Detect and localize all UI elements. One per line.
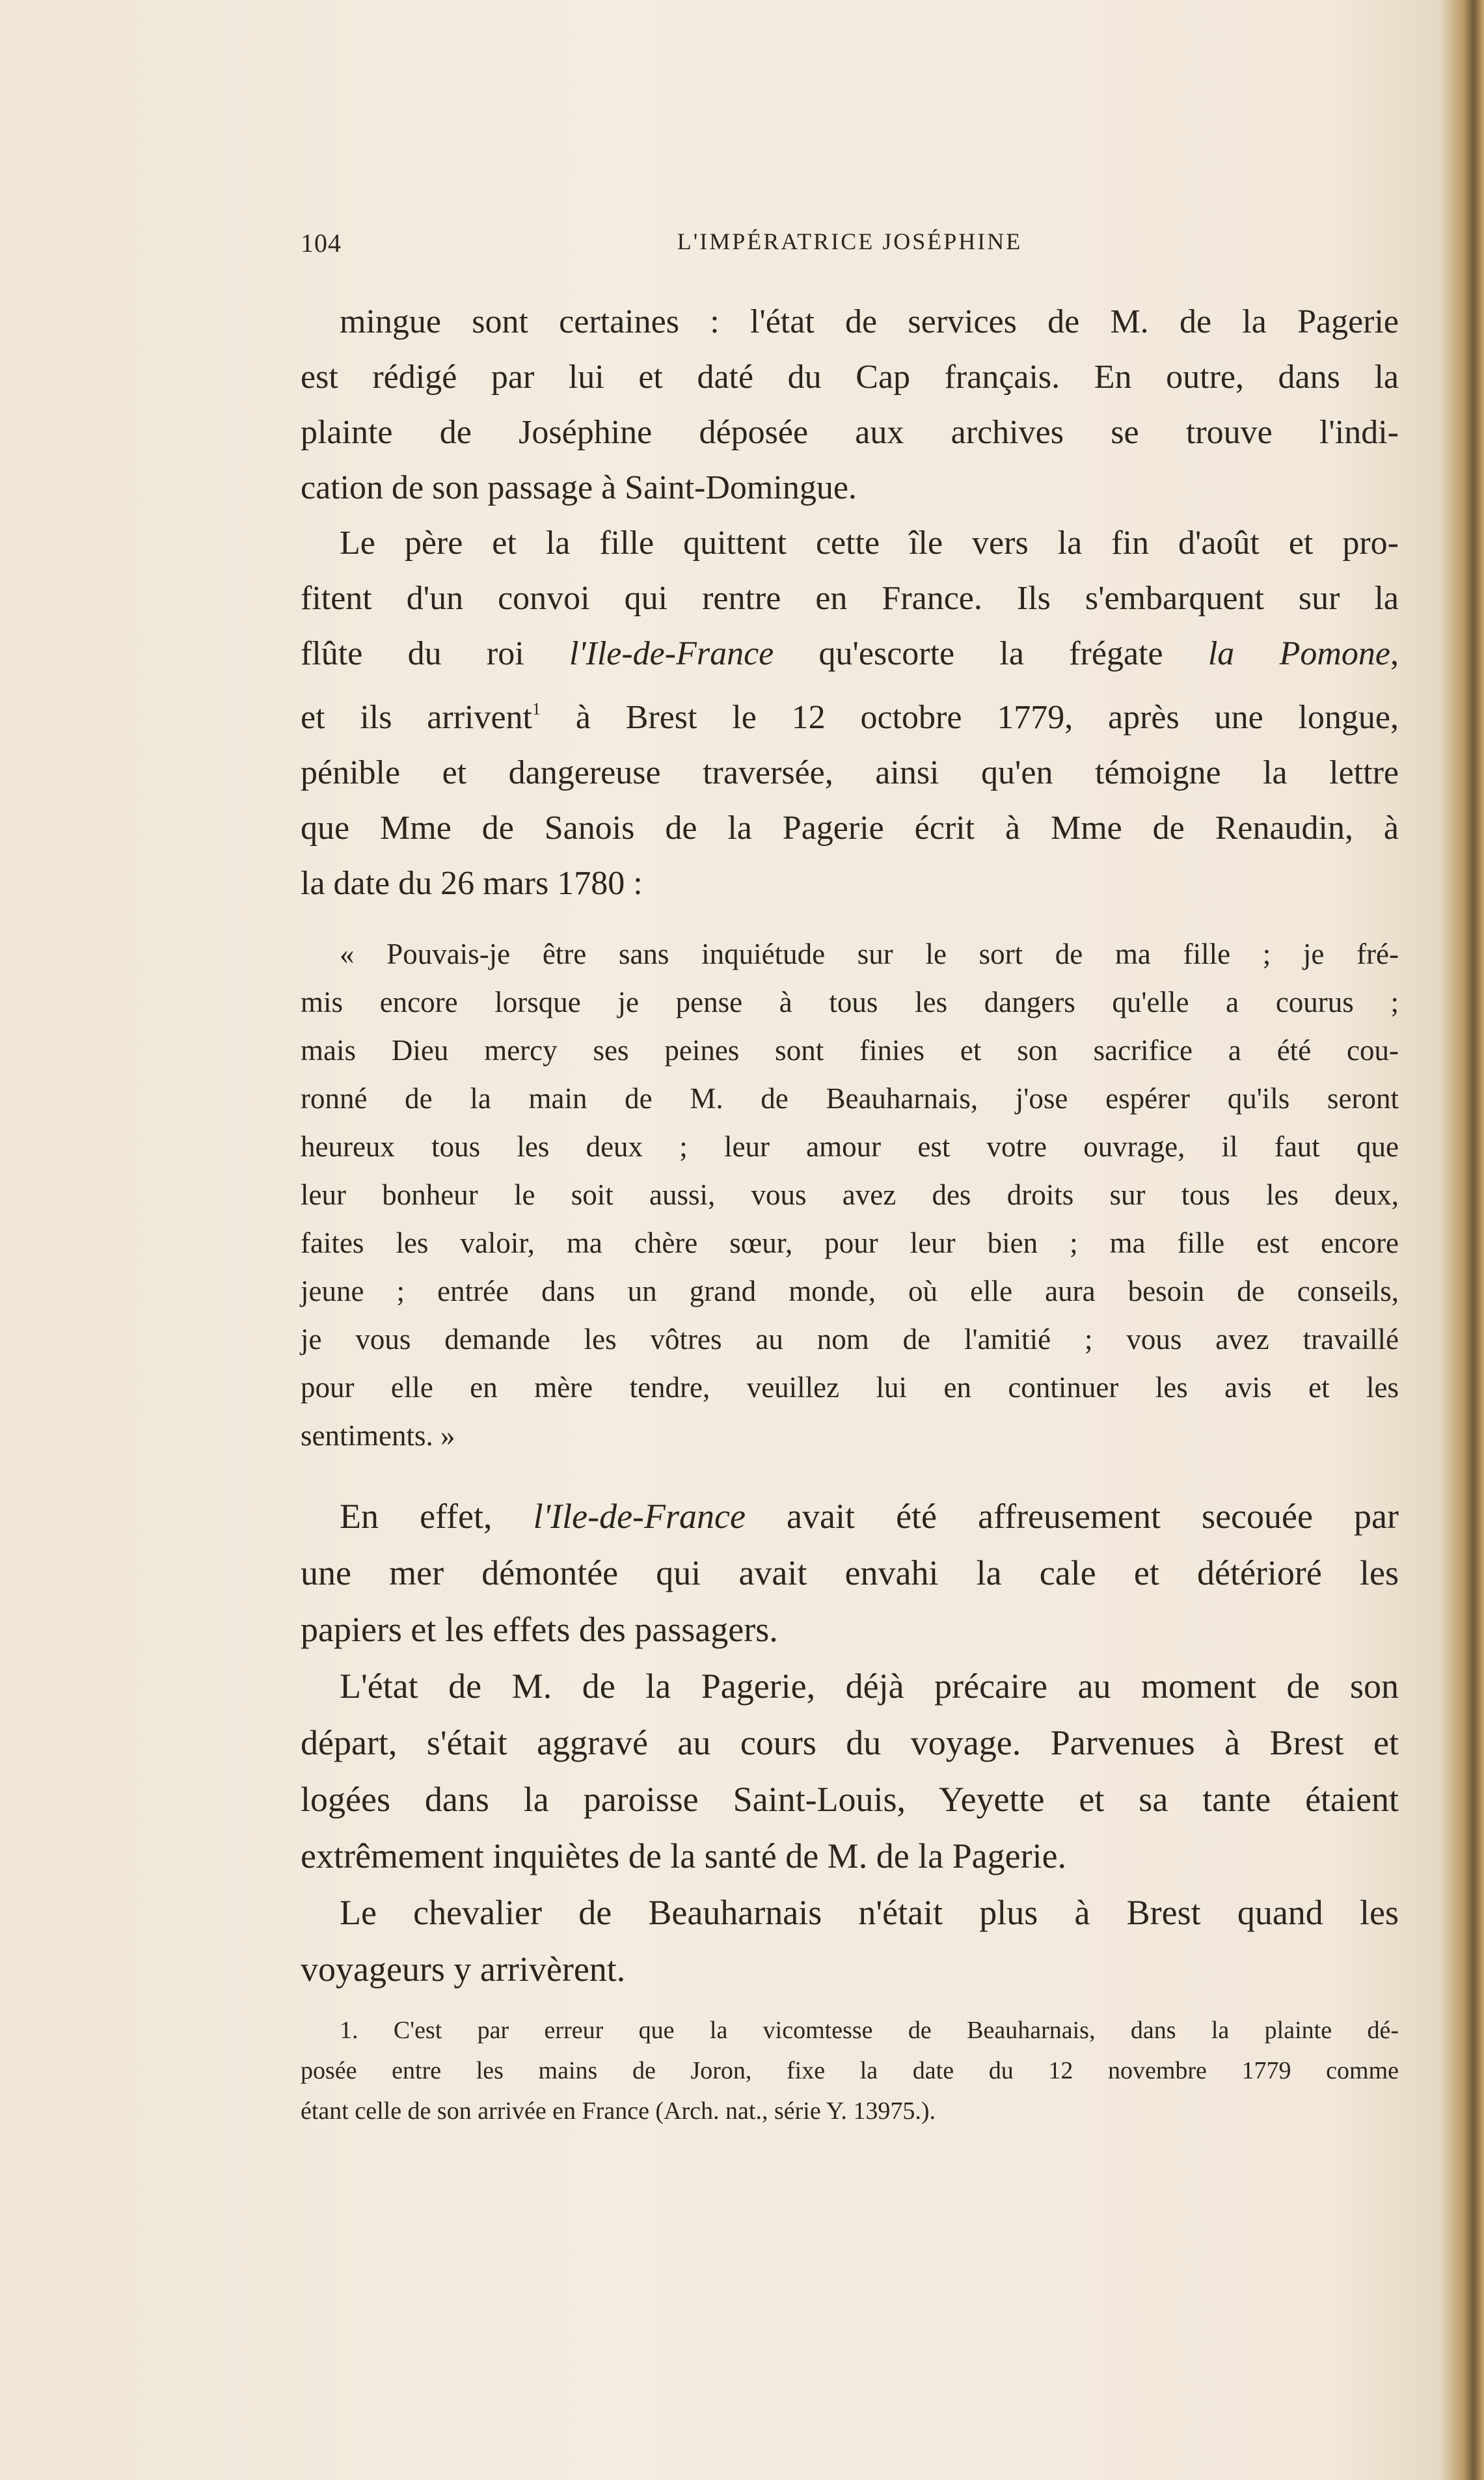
running-title: L'IMPÉRATRICE JOSÉPHINE — [677, 228, 1023, 254]
text-line — [301, 626, 1399, 681]
text-segment: départ, s'était aggravé au cours du voyage. Parvenues à Brest et — [301, 1723, 1399, 1762]
text-segment: la date du 26 mars 1780 : — [301, 864, 643, 902]
text-line — [301, 930, 1399, 978]
text-line — [301, 294, 1399, 349]
footnote — [301, 2010, 1399, 2131]
text-segment: étant celle de son arrivée en France (Arch. nat., série Y. 13975.). — [301, 2097, 936, 2125]
text-line — [301, 2051, 1399, 2091]
running-header — [301, 228, 1399, 260]
body-text-bottom — [301, 1488, 1399, 1998]
text-segment: papiers et les effets des passagers. — [301, 1610, 778, 1649]
text-segment: En effet, — [340, 1497, 533, 1536]
text-segment: à Brest le 12 octobre 1779, après une longue, — [541, 698, 1399, 736]
text-line — [301, 1658, 1399, 1715]
text-line — [301, 1828, 1399, 1885]
text-segment: faites les valoir, ma chère sœur, pour leur bien ; ma fille est encore — [301, 1227, 1399, 1259]
text-line — [301, 460, 1399, 515]
text-segment: Le père et la fille quittent cette île vers la fin d'août et pro- — [340, 525, 1399, 562]
text-segment: posée entre les mains de Joron, fixe la date du 12 novembre 1779 comme — [301, 2057, 1399, 2084]
text-segment: ronné de la main de M. de Beauharnais, j'ose espérer qu'ils seront — [301, 1082, 1399, 1115]
footnote-marker: 1 — [532, 700, 541, 718]
text-line — [301, 2010, 1399, 2051]
text-line — [301, 1171, 1399, 1219]
text-segment: cation de son passage à Saint-Domingue. — [301, 469, 857, 506]
text-segment: une mer démontée qui avait envahi la cale et détérioré les — [301, 1553, 1399, 1592]
text-segment: plainte de Joséphine déposée aux archives se trouve l'indi- — [301, 414, 1399, 451]
text-segment: leur bonheur le soit aussi, vous avez des droits sur tous les deux, — [301, 1179, 1399, 1211]
text-segment: , — [1390, 635, 1399, 672]
text-line — [301, 1074, 1399, 1123]
text-line — [301, 1219, 1399, 1267]
text-line — [301, 681, 1399, 745]
text-line — [301, 1026, 1399, 1074]
text-segment: L'état de M. de la Pagerie, déjà précaire au moment de son — [340, 1667, 1399, 1706]
text-segment: jeune ; entrée dans un grand monde, où elle aura besoin de conseils, — [301, 1275, 1399, 1307]
text-segment: pour elle en mère tendre, veuillez lui en continuer les avis et les — [301, 1371, 1399, 1404]
text-segment: voyageurs y arrivèrent. — [301, 1950, 626, 1989]
text-line — [301, 405, 1399, 460]
text-segment: fitent d'un convoi qui rentre en France. Ils s'embarquent sur la — [301, 580, 1399, 617]
italic-title: l'Ile-de-France — [569, 635, 774, 672]
text-segment: avait été affreusement secouée par — [745, 1497, 1399, 1536]
text-line — [301, 1363, 1399, 1411]
text-line — [301, 1411, 1399, 1460]
text-line — [301, 800, 1399, 856]
text-line — [301, 349, 1399, 405]
text-segment: mais Dieu mercy ses peines sont finies et son sacrifice a été cou- — [301, 1034, 1399, 1067]
text-segment: mis encore lorsque je pense à tous les dangers qu'elle a courus ; — [301, 986, 1399, 1018]
italic-title: la Pomone — [1207, 635, 1390, 672]
text-line — [301, 745, 1399, 800]
text-segment: mingue sont certaines : l'état de services de M. de la Pagerie — [340, 303, 1399, 340]
text-line — [301, 1771, 1399, 1828]
text-segment: je vous demande les vôtres au nom de l'amitié ; vous avez travaillé — [301, 1323, 1399, 1356]
text-segment: « Pouvais-je être sans inquiétude sur le sort de ma fille ; je fré- — [340, 938, 1399, 970]
text-line — [301, 1267, 1399, 1315]
body-text-top — [301, 294, 1399, 911]
text-line — [301, 515, 1399, 571]
text-segment: 1. C'est par erreur que la vicomtesse de Beauharnais, dans la plainte dé- — [340, 2017, 1399, 2044]
quoted-letter — [301, 930, 1399, 1460]
text-line — [301, 1601, 1399, 1658]
text-line — [301, 856, 1399, 911]
text-segment: qu'escorte la frégate — [774, 635, 1208, 672]
text-line — [301, 1715, 1399, 1771]
text-segment: Le chevalier de Beauharnais n'était plus à Brest quand les — [340, 1893, 1399, 1932]
text-line — [301, 1123, 1399, 1171]
page-number: 104 — [301, 228, 342, 258]
text-segment: extrêmement inquiètes de la santé de M. de la Pagerie. — [301, 1836, 1067, 1875]
text-line — [301, 1545, 1399, 1601]
text-line — [301, 1941, 1399, 1998]
text-line — [301, 1885, 1399, 1941]
text-segment: heureux tous les deux ; leur amour est votre ouvrage, il faut que — [301, 1130, 1399, 1163]
text-line — [301, 571, 1399, 626]
text-line — [301, 1488, 1399, 1545]
text-segment: que Mme de Sanois de la Pagerie écrit à Mme de Renaudin, à — [301, 809, 1399, 847]
text-segment: pénible et dangereuse traversée, ainsi qu'en témoigne la lettre — [301, 754, 1399, 791]
text-line — [301, 2091, 1399, 2131]
text-segment: et ils arrivent — [301, 698, 532, 736]
text-segment: est rédigé par lui et daté du Cap français. En outre, dans la — [301, 359, 1399, 396]
text-line — [301, 978, 1399, 1026]
text-line — [301, 1315, 1399, 1363]
text-segment: flûte du roi — [301, 635, 569, 672]
text-segment: sentiments. » — [301, 1419, 455, 1452]
italic-title: l'Ile-de-France — [533, 1497, 746, 1536]
text-segment: logées dans la paroisse Saint-Louis, Yeyette et sa tante étaient — [301, 1780, 1399, 1819]
